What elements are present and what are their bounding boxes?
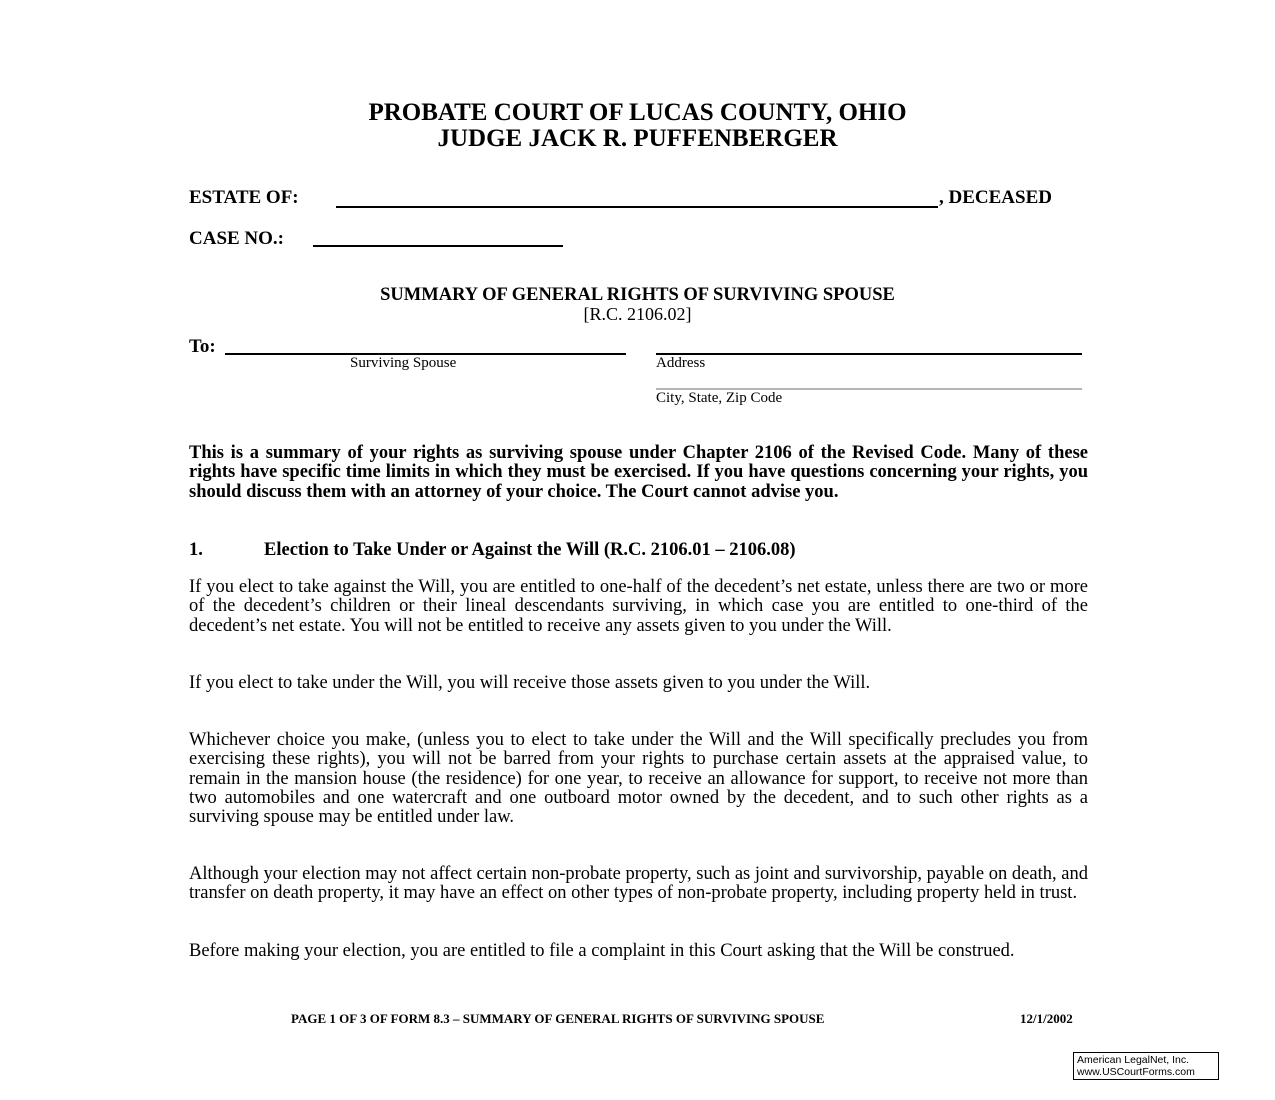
- case-number-label: CASE NO.:: [189, 228, 285, 249]
- court-name-heading: PROBATE COURT OF LUCAS COUNTY, OHIO: [368, 99, 907, 126]
- surviving-spouse-caption: Surviving Spouse: [350, 355, 457, 371]
- form-title: SUMMARY OF GENERAL RIGHTS OF SURVIVING SPOUSE: [380, 285, 895, 305]
- case-number-field[interactable]: [313, 245, 563, 247]
- paragraph-whichever-choice: Whichever choice you make, (unless you to elect to take under the Will and the Will specifically precludes you from exercising these rights), you will not be barred from your rights to purchase certain assets at the appraised value, to remain in the mansion house (the residence) for one year, to receive an allowance for support, to receive not more than two automobiles and one watercraft and one outboard motor owned by the decedent, and to such other rights as a surviving spouse may be entitled under law.: [189, 730, 1088, 828]
- section-1-number: 1.: [189, 540, 203, 560]
- footer-date: 12/1/2002: [1020, 1011, 1073, 1026]
- publisher-name: American LegalNet, Inc.: [1077, 1054, 1190, 1066]
- estate-of-field[interactable]: [336, 206, 938, 208]
- deceased-label: , DECEASED: [939, 187, 1052, 208]
- paragraph-non-probate: Although your election may not affect certain non-probate property, such as joint and survivorship, payable on death, and transfer on death property, it may have an effect on other types of non-probate property, including property held in trust.: [189, 864, 1088, 904]
- estate-of-label: ESTATE OF:: [189, 187, 299, 208]
- publisher-url: www.USCourtForms.com: [1077, 1066, 1195, 1078]
- paragraph-construction: Before making your election, you are entitled to file a complaint in this Court asking that the Will be construed.: [189, 941, 1015, 961]
- paragraph-under-will: If you elect to take under the Will, you will receive those assets given to you under the Will.: [189, 673, 871, 693]
- to-label: To:: [189, 336, 216, 357]
- publisher-badge: [1073, 1052, 1219, 1080]
- address-field[interactable]: [656, 353, 1082, 355]
- city-state-zip-caption: City, State, Zip Code: [656, 390, 783, 406]
- paragraph-against-will: If you elect to take against the Will, you are entitled to one-half of the decedent’s net estate, unless there are two or more of the decedent’s children or their lineal descendants surviving, in which case you are entitled to one-third of the decedent’s net estate. You will not be entitled to receive any assets given to you under the Will.: [189, 577, 1088, 636]
- section-1-title: Election to Take Under or Against the Will (R.C. 2106.01 – 2106.08): [264, 540, 796, 560]
- form-citation: [R.C. 2106.02]: [583, 304, 692, 324]
- footer-page-info: PAGE 1 OF 3 OF FORM 8.3 – SUMMARY OF GENERAL RIGHTS OF SURVIVING SPOUSE: [291, 1011, 825, 1026]
- address-caption: Address: [656, 355, 706, 371]
- judge-name-heading: JUDGE JACK R. PUFFENBERGER: [437, 125, 838, 152]
- intro-paragraph: This is a summary of your rights as surviving spouse under Chapter 2106 of the Revised Code. Many of these rights have specific time limits in which they must be exercised. If you have questions concerning your rights, you should discuss them with an attorney of your choice. The Court cannot advise you.: [189, 443, 1088, 502]
